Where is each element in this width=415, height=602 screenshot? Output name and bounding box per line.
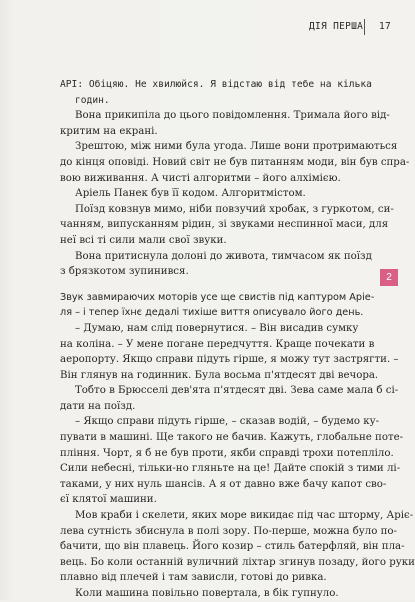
text-line: – Якщо справи підуть гірше, – сказав водій, – будемо ку- (75, 416, 380, 428)
text-line: критим на екрані. (60, 125, 158, 137)
text-line: до кінця оповіді. Новий світ не був питанням моди, він був спра- (60, 156, 410, 168)
section-break (60, 280, 369, 290)
section-title: ДІЯ ПЕРША (309, 21, 364, 32)
text-line: неї всі ті сили мали свої звуки. (60, 234, 227, 246)
running-head (300, 19, 396, 35)
text-line: плавно від плечей і там зависли, готові до ривка. (60, 572, 327, 584)
text-line: з брязкотом зупинився. (60, 266, 189, 278)
text-line: бачити, що він плавець. Його козир – стиль батерфляй, він пла- (60, 541, 405, 553)
text-line: на коліна. – У мене погане передчуття. Краще почекати в (60, 338, 375, 350)
message-line: API: Обіцяю. Не хвилюйся. Я відстаю від тебе на кілька (60, 79, 372, 90)
text-line: таками, у них нуль шансів. А я от давно вже бачу капот сво- (60, 478, 387, 490)
text-line: пувати в машині. Ще такого не бачив. Кажуть, глобальне поте- (60, 432, 404, 444)
text-line: Сили небесні, тільки-но гляньте на це! Дайте спокій з тими лі- (60, 463, 401, 475)
message-line: годин. (75, 94, 110, 106)
text-line: Аріель Панек був її кодом. Алгоритмістом. (75, 188, 306, 200)
header-divider (364, 19, 365, 35)
text-line: Тобто в Брюсселі дев'ята п'ятдесят дві. Зева саме мала б сі- (75, 385, 399, 397)
text-line: аеропорту. Якщо справи підуть гірше, я можу тут застрягти. – (60, 354, 399, 366)
text-line: дати на поїзд. (60, 400, 136, 412)
text-line: чанням, випусканням рідин, зі звуками неспинної маси, для (60, 219, 389, 231)
text-line: ля – і тепер їхнє дедалі тихіше виття описувало його день. (60, 307, 364, 319)
page-body (60, 77, 415, 602)
text-line: вець. Бо коли останній вуличний ліхтар згинув позаду, його руки (60, 556, 415, 568)
text-line: єї клятої машини. (60, 494, 157, 506)
text-line: Звук завмираючих моторів усе ще свистів під каптуром Аріе- (60, 291, 375, 303)
text-line: лева сутність збиснула в полі зору. По-перше, можна було по- (60, 525, 398, 537)
text-line: пління. Чорт, я б не був проти, якби справді трохи потепліло. (60, 447, 394, 459)
text-line: Він глянув на годинник. Була восьма п'ятдесят дві вечора. (60, 369, 379, 381)
text-line: Поїзд ковзнув мимо, ніби повзучий хробак, з гуркотом, си- (75, 203, 394, 215)
text-line: Вона притиснула долоні до живота, тимчасом як поїзд (75, 250, 372, 262)
text-line: Коли машина повільно повертала, в бік гупнуло. (75, 588, 339, 599)
text-line: Вона прикипіла до цього повідомлення. Тримала його від- (75, 110, 390, 122)
text-line: Мов краби і скелети, яких море викидає під час шторму, Аріє- (75, 510, 414, 522)
text-line: вою виживання. А чисті алгоритми – його алхімією. (60, 172, 341, 184)
text-line: – Думаю, нам слід повернутися. – Він висадив сумку (75, 322, 359, 334)
text-line: Зрештою, між ними була угода. Лише вони протримаються (75, 141, 398, 153)
page-number: 17 (379, 21, 392, 32)
chapter-tab: 2 (380, 269, 398, 286)
